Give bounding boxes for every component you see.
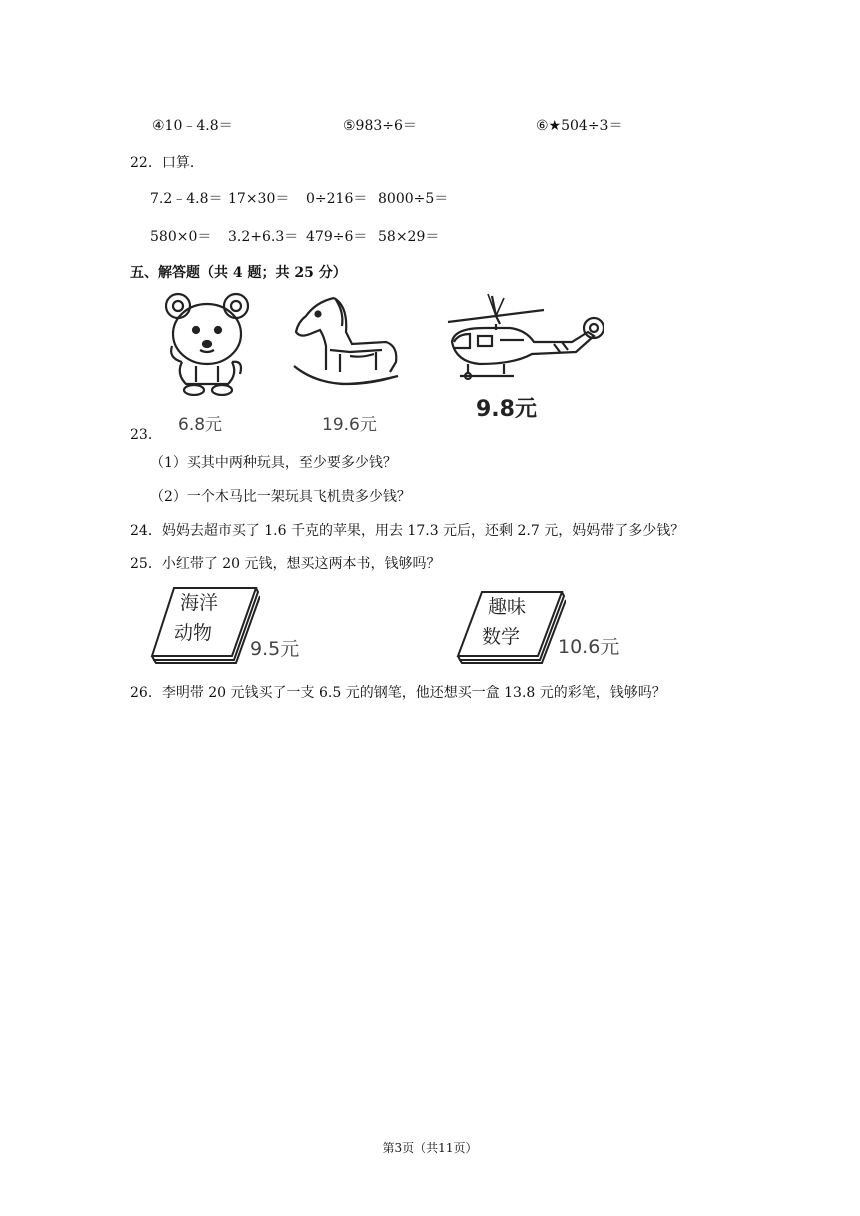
q21-item-4: ④10﹣4.8＝ [152, 118, 233, 134]
book2-title-line1: 趣味 [488, 596, 527, 618]
book2-title-line2: 数学 [482, 626, 521, 648]
q22-row1-c2: 17×30＝ [228, 191, 290, 207]
page-footer: 第3页（共11页） [382, 1141, 478, 1155]
book1-title-line1: 海洋 [180, 592, 219, 614]
q21-item-6: ⑥★504÷3＝ [536, 118, 623, 134]
q22-row1-c1: 7.2﹣4.8＝ [150, 191, 223, 207]
helicopter-icon [444, 292, 604, 388]
toy-price-helicopter: 9.8元 [476, 397, 537, 422]
q22-row1-c3: 0÷216＝ [306, 191, 368, 207]
q21-item-5: ⑤983÷6＝ [343, 118, 417, 134]
section-heading: 五、解答题（共 4 题；共 25 分） [130, 265, 347, 281]
book-fun-math [456, 588, 566, 666]
q23-number: 23． [130, 427, 162, 443]
q23-sub2: （2）一个木马比一架玩具飞机贵多少钱？ [150, 489, 411, 505]
book1-price: 9.5元 [250, 638, 300, 660]
teddy-bear-icon [160, 290, 256, 396]
q22-row2-c4: 58×29＝ [378, 229, 440, 245]
book1-title-line2: 动物 [174, 622, 213, 644]
q22-row1-c4: 8000÷5＝ [378, 191, 449, 207]
q25-text: 25．小红带了 20 元钱，想买这两本书，钱够吗？ [130, 556, 441, 572]
q24-text: 24．妈妈去超市买了 1.6 千克的苹果，用去 17.3 元后，还剩 2.7 元，妈妈带了多少钱？ [130, 523, 685, 539]
q22-title: 22．口算． [130, 155, 204, 171]
book2-price: 10.6元 [558, 636, 620, 658]
toy-price-bear: 6.8元 [178, 415, 223, 435]
q22-row2-c1: 580×0＝ [150, 229, 212, 245]
book-ocean-animals [150, 584, 260, 664]
q22-row2-c2: 3.2+6.3＝ [228, 229, 299, 245]
toy-price-horse: 19.6元 [322, 415, 377, 435]
q22-row2-c3: 479÷6＝ [306, 229, 368, 245]
rocking-horse-icon [290, 292, 402, 396]
q23-sub1: （1）买其中两种玩具，至少要多少钱？ [150, 455, 397, 471]
q26-text: 26．李明带 20 元钱买了一支 6.5 元的钢笔，他还想买一盒 13.8 元的彩笔，钱够吗？ [130, 685, 666, 701]
